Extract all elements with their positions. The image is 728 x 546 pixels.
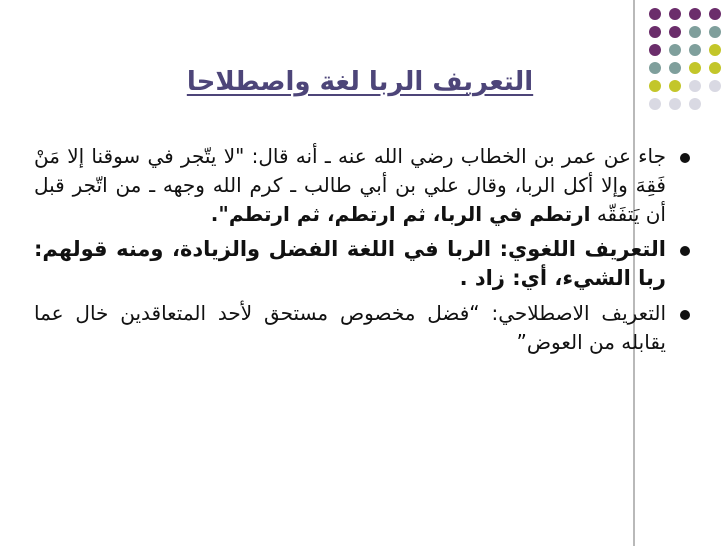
decor-dot [689,8,701,20]
decor-dot [689,26,701,38]
decor-dot [709,8,721,20]
decor-dot [669,80,681,92]
decor-dot [689,44,701,56]
bullet-2-text: التعريف اللغوي: الربا في اللغة الفضل والزيادة، ومنه قولهم: ربا الشيء، أي: زاد . [34,237,666,290]
decor-dot [709,26,721,38]
decor-dot [689,98,701,110]
decor-dot [689,80,701,92]
decor-dot [669,26,681,38]
bullet-dot-icon [680,246,690,256]
bullet-3-text: التعريف الاصطلاحي: “فضل مخصوص مستحق لأحد المتعاقدين خال عما يقابله من العوض” [34,301,666,354]
bullet-1-text: جاء عن عمر بن الخطاب رضي الله عنه ـ أنه قال: "لا يتّجر في سوقنا إلا مَنْ فَقِهَ وإلا أكل الربا، وقال علي بن أبي طالب ـ كرم الله وجهه ـ من اتّجر قبل أن يَتفَقّه [34,144,666,226]
bullet-dot-icon [680,310,690,320]
decor-dot [669,44,681,56]
bullet-dot-icon [680,153,690,163]
decor-dot [669,98,681,110]
decor-dot [649,8,661,20]
bullet-item-2 [34,235,690,293]
decor-dot [649,98,661,110]
decor-dot [669,62,681,74]
decor-dot [649,26,661,38]
bullet-item-3 [34,299,690,357]
decor-dot [649,80,661,92]
decorative-dot-grid [649,8,721,104]
bullet-list [34,142,690,363]
decor-dot [709,62,721,74]
bullet-1-bold-text: ارتطم في الربا، ثم ارتطم، ثم ارتطم". [210,202,591,226]
decor-dot [689,62,701,74]
decor-dot [709,80,721,92]
slide-title: التعريف الربا لغة واصطلاحا [186,67,534,97]
decor-dot [669,8,681,20]
decor-dot [649,44,661,56]
decor-dot [649,62,661,74]
bullet-item-1 [34,142,690,229]
decor-dot [709,44,721,56]
